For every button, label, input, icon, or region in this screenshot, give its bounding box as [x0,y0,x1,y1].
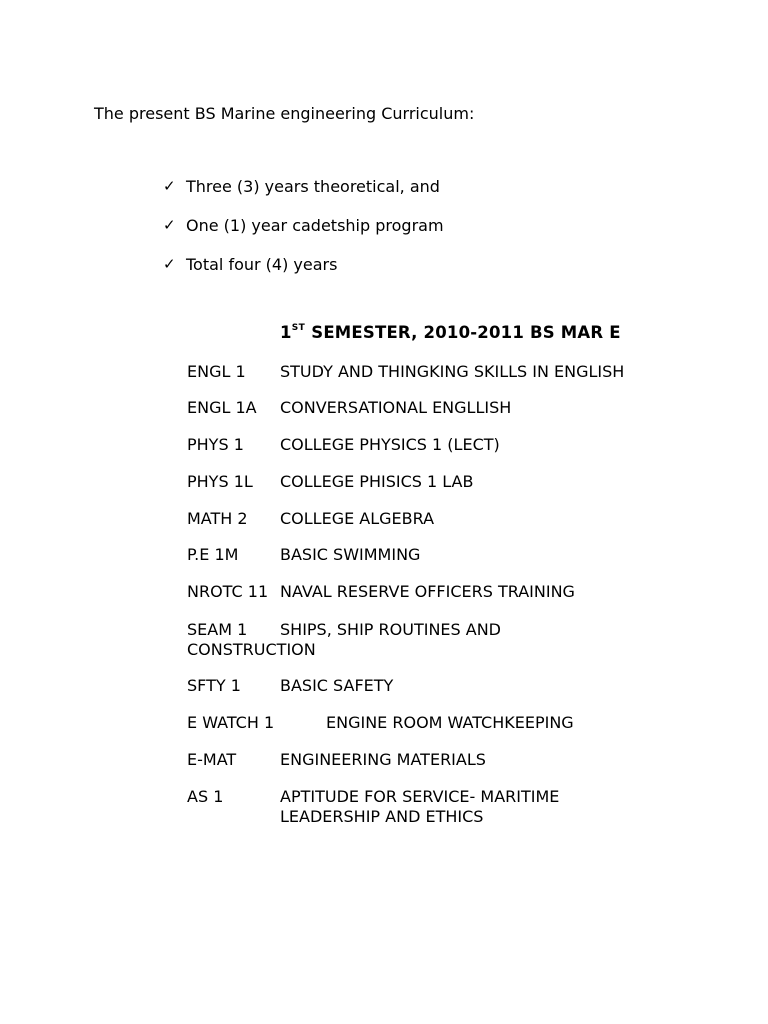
course-name: BASIC SAFETY [280,676,394,695]
course-code: NROTC 11 [187,582,269,601]
course-name: COLLEGE ALGEBRA [280,509,435,528]
intro-text: The present BS Marine engineering Curriculum: [94,104,475,123]
course-code: E-MAT [187,750,237,769]
course-name: SHIPS, SHIP ROUTINES AND [280,620,501,639]
course-name: ENGINE ROOM WATCHKEEPING [326,713,574,732]
checkmark-icon: ✓ [163,255,176,273]
course-code: P.E 1M [187,545,239,564]
course-name: STUDY AND THINGKING SKILLS IN ENGLISH [280,362,625,381]
checklist-item [163,255,444,294]
course-name: APTITUDE FOR SERVICE- MARITIME [280,787,560,806]
semester-heading [280,323,621,342]
checklist-item-text: One (1) year cadetship program [186,216,444,235]
course-name: ENGINEERING MATERIALS [280,750,486,769]
course-code: MATH 2 [187,509,248,528]
semester-ordinal-suffix: ST [291,323,306,333]
course-code: SEAM 1 [187,620,248,639]
checklist [163,177,444,294]
semester-title-text: SEMESTER, 2010-2011 BS MAR E [305,323,621,342]
course-code: E WATCH 1 [187,713,275,732]
course-code: ENGL 1 [187,362,246,381]
checklist-item [163,177,444,216]
course-code: PHYS 1L [187,472,253,491]
checklist-item [163,216,444,255]
course-name: CONVERSATIONAL ENGLLISH [280,398,512,417]
course-code: PHYS 1 [187,435,244,454]
course-name-continuation: CONSTRUCTION [187,640,316,659]
semester-number: 1 [280,323,292,342]
checkmark-icon: ✓ [163,177,176,195]
checklist-item-text: Three (3) years theoretical, and [186,177,440,196]
course-name-continuation: LEADERSHIP AND ETHICS [280,807,484,826]
course-code: AS 1 [187,787,224,806]
course-code: ENGL 1A [187,398,257,417]
course-code: SFTY 1 [187,676,241,695]
course-name: BASIC SWIMMING [280,545,421,564]
checklist-item-text: Total four (4) years [186,255,338,274]
course-name: COLLEGE PHYSICS 1 (LECT) [280,435,500,454]
course-name: COLLEGE PHISICS 1 LAB [280,472,474,491]
course-name: NAVAL RESERVE OFFICERS TRAINING [280,582,575,601]
checkmark-icon: ✓ [163,216,176,234]
